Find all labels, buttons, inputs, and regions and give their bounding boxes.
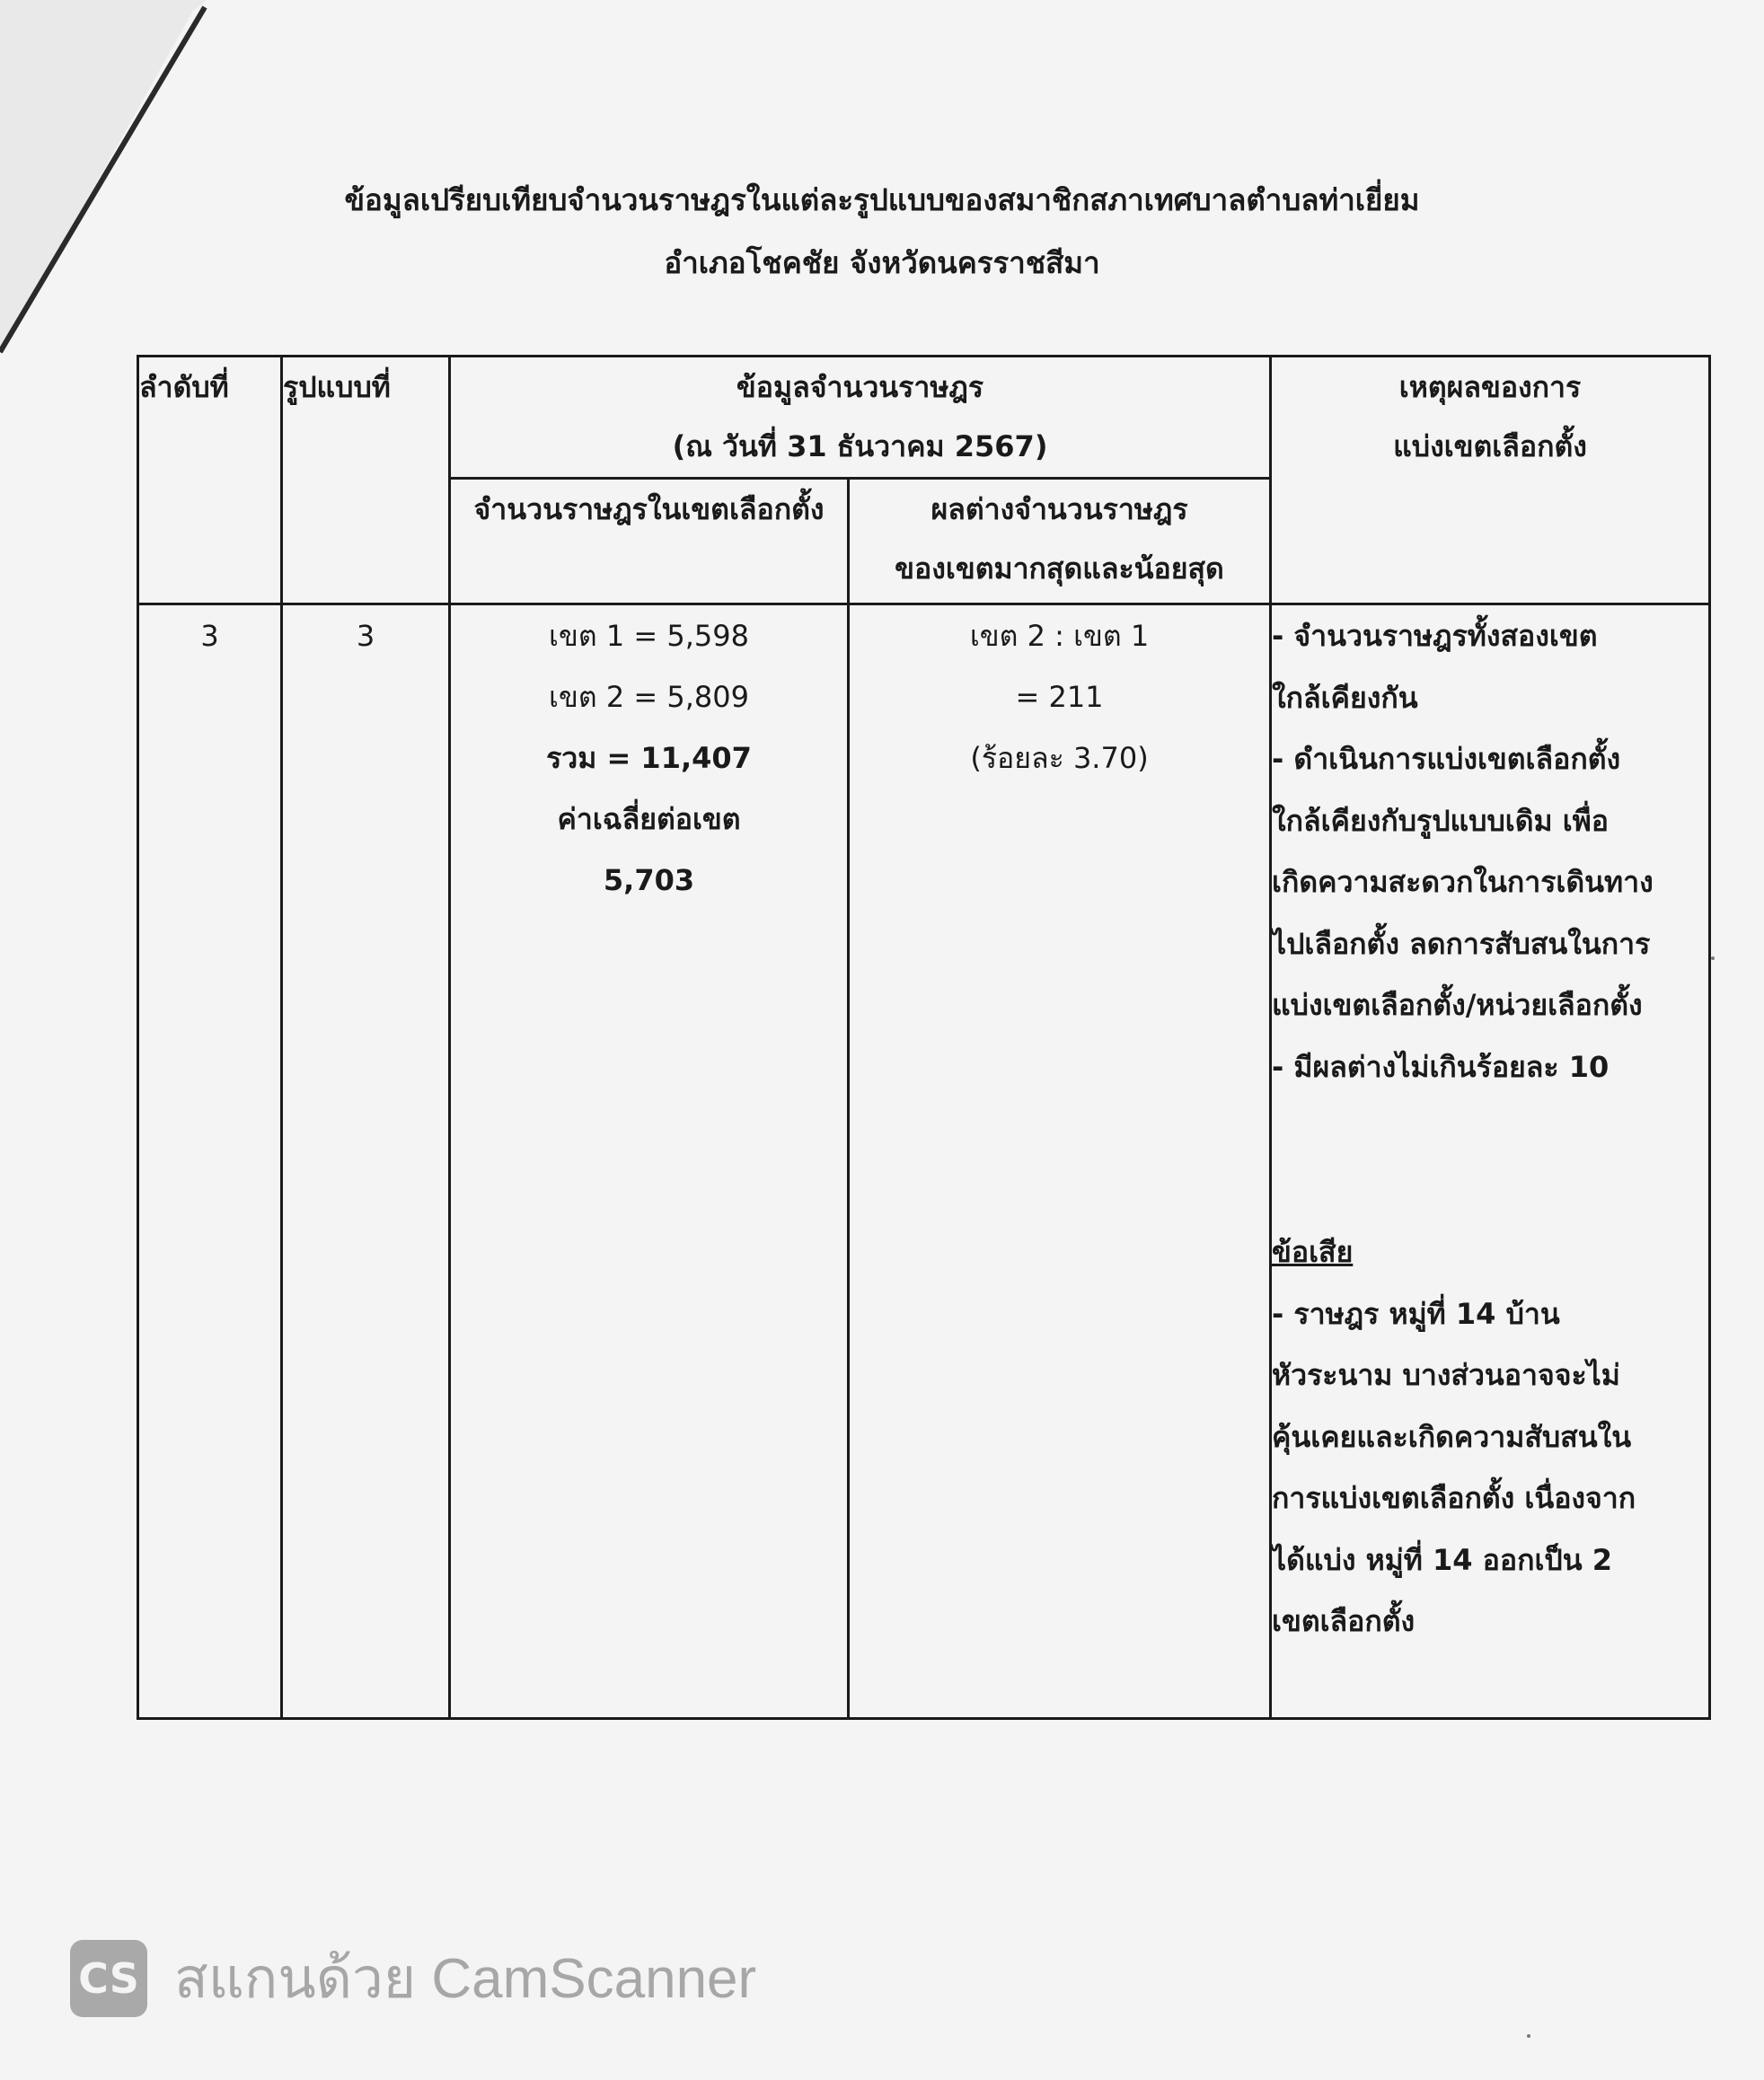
spacer [1272, 1097, 1708, 1221]
disadvantage-heading: ข้อเสีย [1272, 1235, 1354, 1269]
reason-line: - จำนวนราษฎรทั้งสองเขต [1272, 619, 1598, 653]
header-difference [849, 479, 1271, 604]
header-diff-line2: ของเขตมากสุดและน้อยสุด [895, 551, 1224, 586]
document-subtitle: อำเภอโชคชัย จังหวัดนครราชสีมา [664, 245, 1100, 280]
reason-line: แบ่งเขตเลือกตั้ง/หน่วยเลือกตั้ง [1272, 988, 1643, 1022]
cell-order: 3 [138, 604, 282, 1719]
total-count: รวม = 11,407 [546, 741, 752, 775]
diff-value: = 211 [1015, 680, 1104, 714]
camscanner-logo-icon: CS [70, 1940, 147, 2017]
disadvantage-line: คุ้นเคยและเกิดความสับสนใน [1272, 1419, 1632, 1454]
header-reason [1271, 357, 1710, 604]
header-pattern: รูปแบบที่ [282, 357, 450, 604]
header-pop-in-district: จำนวนราษฎรในเขตเลือกตั้ง [450, 479, 849, 604]
reason-line: เกิดความสะดวกในการเดินทาง [1272, 865, 1654, 899]
scan-speck [1711, 956, 1715, 960]
comparison-table [137, 355, 1711, 1720]
header-as-of-date: (ณ วันที่ 31 ธันวาคม 2567) [672, 429, 1048, 463]
header-reason-line2: แบ่งเขตเลือกตั้ง [1393, 429, 1587, 463]
diff-pair: เขต 2 : เขต 1 [969, 619, 1150, 653]
scan-speck [1527, 2034, 1530, 2038]
reason-line: ไปเลือกตั้ง ลดการสับสนในการ [1272, 926, 1651, 961]
reason-line: ใกล้เคียงกับรูปแบบเดิม เพื่อ [1272, 803, 1609, 838]
cell-difference [849, 604, 1271, 1719]
header-population-info [450, 357, 1271, 479]
disadvantage-line: ได้แบ่ง หมู่ที่ 14 ออกเป็น 2 [1272, 1542, 1613, 1577]
diff-percent: (ร้อยละ 3.70) [970, 741, 1149, 775]
reason-line: ใกล้เคียงกัน [1272, 680, 1418, 715]
header-diff-line1: ผลต่างจำนวนราษฎร [931, 492, 1188, 526]
reason-line: - ดำเนินการแบ่งเขตเลือกตั้ง [1272, 742, 1621, 776]
header-population-title: ข้อมูลจำนวนราษฎร [736, 370, 984, 404]
reason-line: - มีผลต่างไม่เกินร้อยละ 10 [1272, 1049, 1610, 1084]
header-order: ลำดับที่ [138, 357, 282, 604]
table-row [138, 604, 1710, 1719]
cell-population [450, 604, 849, 1719]
disadvantage-line: - ราษฎร หมู่ที่ 14 บ้าน [1272, 1296, 1560, 1331]
cell-pattern: 3 [282, 604, 450, 1719]
disadvantage-line: เขตเลือกตั้ง [1272, 1604, 1416, 1638]
average-value: 5,703 [603, 863, 695, 897]
disadvantage-line: หัวระนาม บางส่วนอาจจะไม่ [1272, 1358, 1620, 1392]
district1-count: เขต 1 = 5,598 [549, 619, 749, 653]
cell-reason [1271, 604, 1710, 1719]
disadvantage-line: การแบ่งเขตเลือกตั้ง เนื่องจาก [1272, 1481, 1636, 1515]
watermark-text: สแกนด้วย CamScanner [174, 1948, 757, 2010]
header-reason-line1: เหตุผลของการ [1398, 370, 1582, 404]
camscanner-watermark [70, 1938, 756, 2019]
district2-count: เขต 2 = 5,809 [549, 680, 749, 714]
average-label: ค่าเฉลี่ยต่อเขต [557, 802, 741, 836]
document-title: ข้อมูลเปรียบเทียบจำนวนราษฎรในแต่ละรูปแบบของสมาชิกสภาเทศบาลตำบลท่าเยี่ยม [344, 182, 1420, 217]
